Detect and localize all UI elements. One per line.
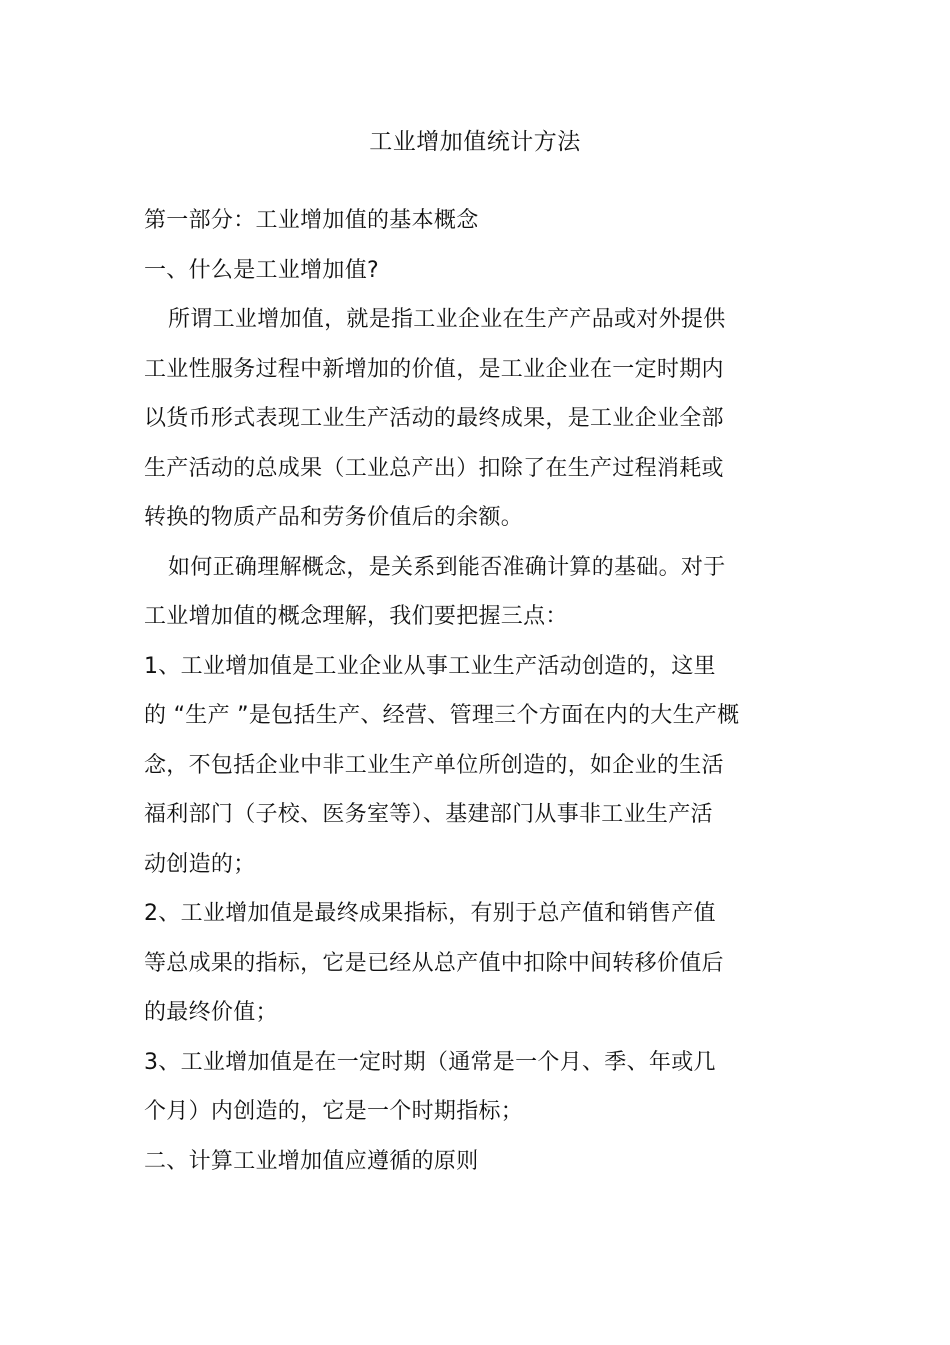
- list-item-line: 动创造的；: [144, 851, 256, 877]
- document-title: 工业增加值统计方法: [369, 129, 581, 155]
- list-item-line: 等总成果的指标，它是已经从总产值中扣除中间转移价值后: [144, 950, 724, 976]
- paragraph-line: 以货币形式表现工业生产活动的最终成果，是工业企业全部: [144, 406, 724, 431]
- paragraph-line: 转换的物质产品和劳务价值后的余额。: [144, 505, 524, 530]
- list-item-line: 个月）内创造的，它是一个时期指标；: [144, 1099, 524, 1124]
- paragraph-line: 工业增加值的概念理解，我们要把握三点：: [144, 604, 568, 629]
- list-item-line: 3、工业增加值是在一定时期（通常是一个月、季、年或几: [144, 1049, 716, 1075]
- paragraph-line: 如何正确理解概念，是关系到能否准确计算的基础。对于: [168, 554, 726, 580]
- section-heading: 第一部分：工业增加值的基本概念: [144, 208, 479, 233]
- list-item-line: 念，不包括企业中非工业生产单位所创造的，如企业的生活: [144, 752, 724, 778]
- list-item-line: 福利部门（子校、医务室等）、基建部门从事非工业生产活: [144, 802, 713, 827]
- document-body: [144, 196, 754, 1186]
- list-item-line: 1、工业增加值是工业企业从事工业生产活动创造的，这里: [144, 653, 716, 679]
- list-item-line: 的 “生产 ”是包括生产、经营、管理三个方面在内的大生产概: [144, 703, 740, 728]
- subsection-heading: 二、计算工业增加值应遵循的原则: [144, 1148, 479, 1174]
- paragraph-line: 工业性服务过程中新增加的价值，是工业企业在一定时期内: [144, 356, 724, 382]
- list-item-line: 的最终价值；: [144, 1000, 278, 1025]
- subsection-heading: 一、什么是工业增加值?: [144, 257, 379, 283]
- list-item-line: 2、工业增加值是最终成果指标，有别于总产值和销售产值: [144, 901, 716, 926]
- paragraph-line: 所谓工业增加值，就是指工业企业在生产产品或对外提供: [168, 307, 726, 332]
- paragraph-line: 生产活动的总成果（工业总产出）扣除了在生产过程消耗或: [144, 455, 724, 481]
